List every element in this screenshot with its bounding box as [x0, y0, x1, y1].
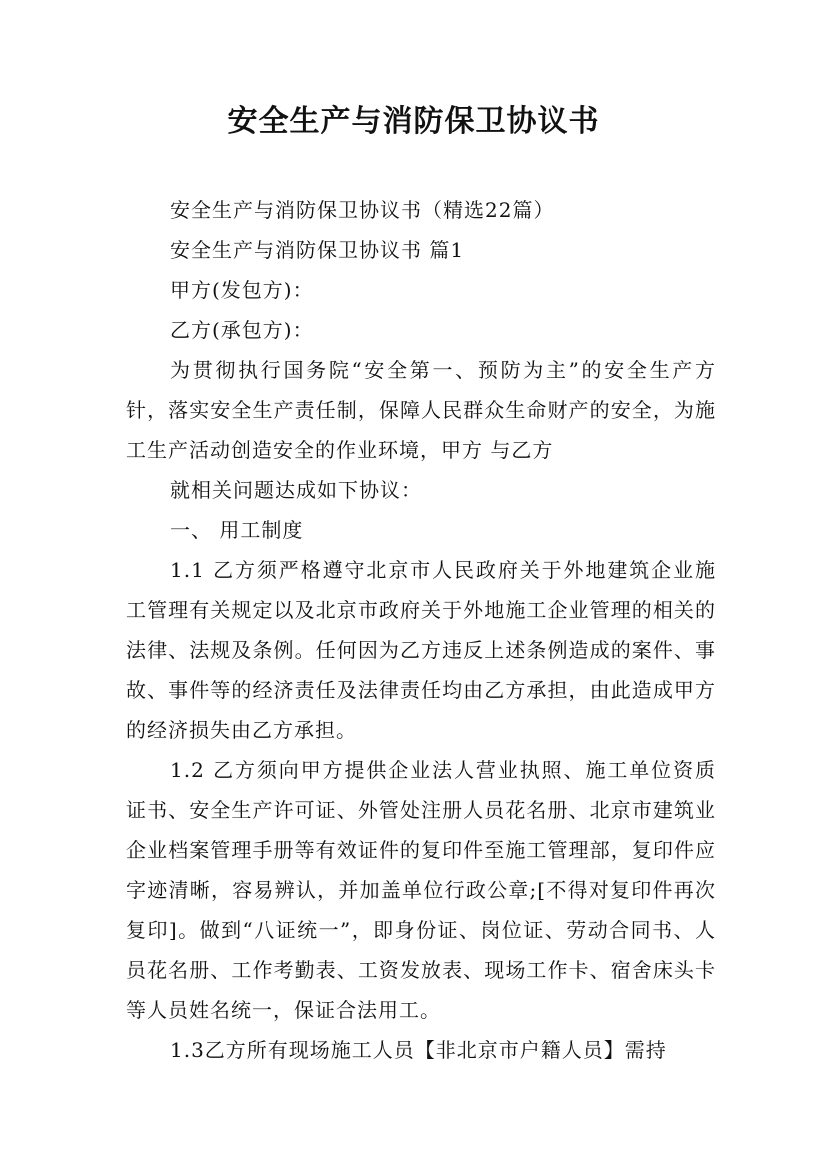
document-title: 安全生产与消防保卫协议书: [227, 104, 600, 139]
document-body: [126, 190, 716, 1070]
paragraph-section-heading: 安全生产与消防保卫协议书 篇1: [170, 238, 465, 262]
paragraph-party-b: 乙方(承包方)：: [170, 318, 314, 342]
paragraph-subtitle: 安全生产与消防保卫协议书（精选22篇）: [170, 198, 555, 222]
paragraph-chapter-heading: 一、 用工制度: [170, 518, 304, 542]
paragraph-clause-1-1: 1.1 乙方须严格遵守北京市人民政府关于外地建筑企业施工管理有关规定以及北京市政府关于外地施工企业管理的相关的法律、法规及条例。任何因为乙方违反上述条例造成的案件、事故、事件等的经济责任及法律责任均由乙方承担，由此造成甲方的经济损失由乙方承担。: [126, 558, 716, 742]
paragraph-party-a: 甲方(发包方)：: [170, 278, 314, 302]
paragraph-agreement-intro: 就相关问题达成如下协议：: [170, 478, 422, 502]
paragraph-clause-1-2: 1.2 乙方须向甲方提供企业法人营业执照、施工单位资质证书、安全生产许可证、外管处注册人员花名册、北京市建筑业企业档案管理手册等有效证件的复印件至施工管理部，复印件应字迹清晰，容易辨认，并加盖单位行政公章;[不得对复印件再次复印]。做到“八证统一”，即身份证、岗位证、劳动合同书、人员花名册、工作考勤表、工资发放表、现场工作卡、宿舍床头卡等人员姓名统一，保证合法用工。: [126, 758, 716, 1022]
paragraph-purpose: 为贯彻执行国务院“安全第一、预防为主”的安全生产方针，落实安全生产责任制，保障人民群众生命财产的安全，为施工生产活动创造安全的作业环境，甲方 与乙方: [126, 358, 716, 462]
paragraph-clause-1-3: 1.3乙方所有现场施工人员【非北京市户籍人员】需持: [170, 1038, 667, 1062]
